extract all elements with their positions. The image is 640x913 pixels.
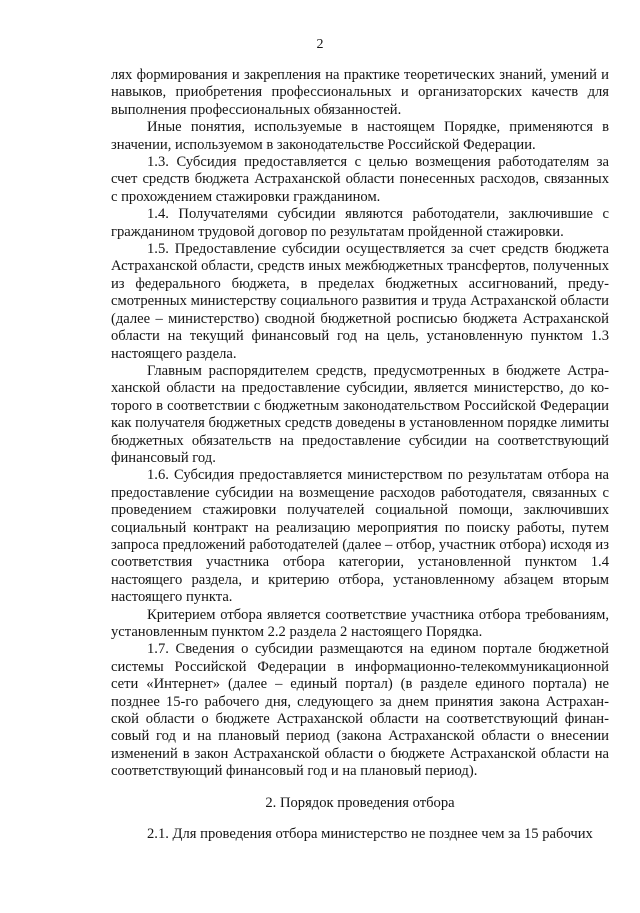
paragraph-main-administrator: Главным распорядителем средств, предусмотренных в бюджете Астраханской области на предоставление субсидии, является министерство, до которого в соответствии с бюджетным законодательством Российской Федерации как получателя бюджетных средств доведены в установленном порядке лимиты бюджетных обязательств на предоставление субсидии на соответствующий финансовый год. bbox=[111, 362, 609, 466]
paragraph-2-1: 2.1. Для проведения отбора министерство не позднее чем за 15 рабочих bbox=[147, 826, 593, 843]
paragraph-selection-criterion: Критерием отбора является соответствие участника отбора требованиям, установленным пунктом 2.2 раздела 2 настоящего Порядка. bbox=[111, 606, 609, 640]
paragraph-other-concepts: Иные понятия, используемые в настоящем Порядке, применяются в значении, используемом в законодательстве Российской Федерации. bbox=[111, 119, 609, 153]
paragraph-continuation: лях формирования и закрепления на практике теоретических знаний, умений и навыков, приобретения профессиональных и организаторских качеств для выполнения профессиональных обязанностей. bbox=[111, 67, 609, 118]
paragraph-1-4: 1.4. Получателями субсидии являются работодатели, заключившие с гражданином трудовой договор по результатам пройденной стажировки. bbox=[111, 206, 609, 240]
page-number: 2 bbox=[316, 37, 324, 52]
paragraph-1-5: 1.5. Предоставление субсидии осуществляется за счет средств бюджета Астраханской области, средств иных межбюджетных трансфертов, полученных из федерального бюджета, в пределах бюджетных ассигнований, предусмотренных министерству социального развития и труда Астраханской области (далее – министерство) сводной бюджетной росписью бюджета Астраханской области на текущий финансовый год на цель, установленную пунктом 1.3 настоящего раздела. bbox=[111, 241, 609, 362]
paragraph-1-6: 1.6. Субсидия предоставляется министерством по результатам отбора на предоставление субсидии на возмещение расходов работодателя, связанных с проведением стажировки получателей социальной помощи, заключивших социальный контракт на реализацию мероприятия по поиску работы, путем запроса предложений работодателей (далее – отбор, участник отбора) исходя из соответствия участника отбора категории, установленной пунктом 1.4 настоящего раздела, и критерию отбора, установленному абзацем вторым настоящего пункта. bbox=[111, 467, 609, 606]
paragraph-1-3: 1.3. Субсидия предоставляется с целью возмещения работодателям за счет средств бюджета Астраханской области понесенных расходов, связанных с прохождением стажировки гражданином. bbox=[111, 154, 609, 205]
paragraph-1-7: 1.7. Сведения о субсидии размещаются на едином портале бюджетной системы Российской Федерации в информационно-телекоммуникационной сети «Интернет» (далее – единый портал) (в разделе единого портала) не позднее 15-го рабочего дня, следующего за днем принятия закона Астраханской области о бюджете Астраханской области на соответствующий финансовый год и на плановый период (закона Астраханской области о внесении изменений в закон Астраханской области о бюджете Астраханской области на соответствующий финансовый год и на плановый период). bbox=[111, 641, 609, 780]
document-body bbox=[111, 67, 609, 843]
section-heading: 2. Порядок проведения отбора bbox=[265, 794, 455, 811]
